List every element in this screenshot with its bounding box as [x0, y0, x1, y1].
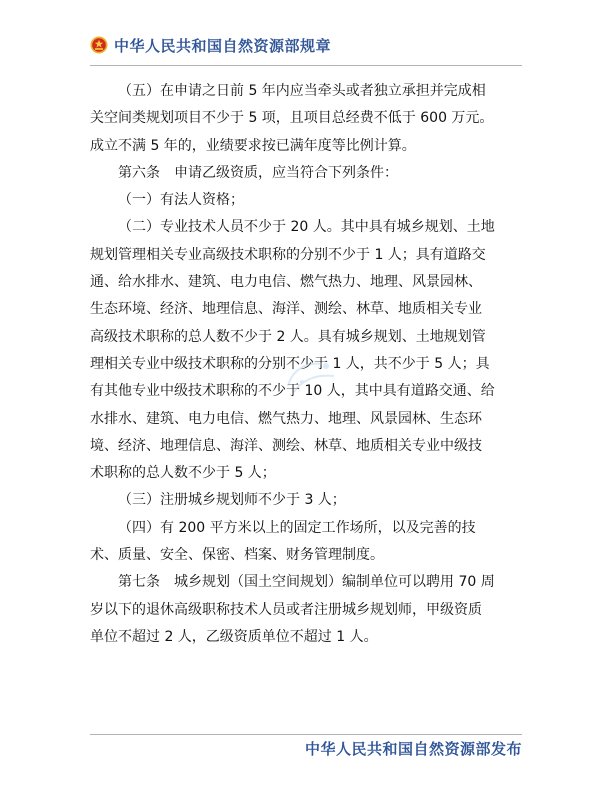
paragraph-line: 术、质量、安全、保密、档案、财务管理制度。: [90, 547, 384, 564]
header-divider: [90, 65, 522, 66]
paragraph-line: 规划管理相关专业高级技术职称的分别不少于 1 人；具有道路交: [90, 246, 486, 263]
paragraph-line: 成立不满 5 年的，业绩要求按已满年度等比例计算。: [90, 137, 416, 154]
paragraph-line: 高级技术职称的总人数不少于 2 人。具有城乡规划、土地规划管: [90, 328, 486, 345]
regulation-body: [90, 78, 522, 651]
paragraph-line: 生态环境、经济、地理信息、海洋、测绘、林草、地质相关专业: [90, 301, 482, 318]
paragraph-line: （五）在申请之日前 5 年内应当牵头或者独立承担并完成相: [118, 83, 486, 99]
paragraph-line: 岁以下的退休高级职称技术人员或者注册城乡规划师，甲级资质: [90, 601, 482, 618]
article-heading-line: 第六条 申请乙级资质，应当符合下列条件：: [118, 164, 398, 181]
paragraph-line: （三）注册城乡规划师不少于 3 人；: [118, 492, 346, 509]
footer-divider: [90, 734, 522, 735]
paragraph-line: （二）专业技术人员不少于 20 人。其中具有城乡规划、土地: [118, 219, 495, 236]
paragraph-line: 理相关专业中级技术职称的分别不少于 1 人，共不少于 5 人；具: [90, 355, 490, 372]
paragraph-line: （一）有法人资格；: [118, 192, 244, 209]
article-heading-line: 第七条 城乡规划（国土空间规划）编制单位可以聘用 70 周: [118, 574, 495, 591]
paragraph-line: 境、经济、地理信息、海洋、测绘、林草、地质相关专业中级技: [90, 437, 482, 454]
paragraph-line: 单位不超过 2 人，乙级资质单位不超过 1 人。: [90, 628, 378, 645]
paragraph-line: 水排水、建筑、电力电信、燃气热力、地理、风景园林、生态环: [90, 410, 482, 427]
footer-publisher: 中华人民共和国自然资源部发布: [304, 740, 522, 758]
paragraph-line: （四）有 200 平方米以上的固定工作场所，以及完善的技: [118, 519, 476, 536]
paragraph-line: 术职称的总人数不少于 5 人；: [90, 465, 276, 482]
national-emblem-icon: [90, 36, 108, 54]
header-title: 中华人民共和国自然资源部规章: [114, 37, 332, 55]
page-header: [90, 34, 522, 68]
paragraph-line: 有其他专业中级技术职称的不少于 10 人，其中具有道路交通、给: [90, 383, 495, 400]
paragraph-line: 通、给水排水、建筑、电力电信、燃气热力、地理、风景园林、: [90, 274, 482, 291]
paragraph-line: 关空间类规划项目不少于 5 项，且项目总经费不低于 600 万元。: [90, 110, 494, 127]
